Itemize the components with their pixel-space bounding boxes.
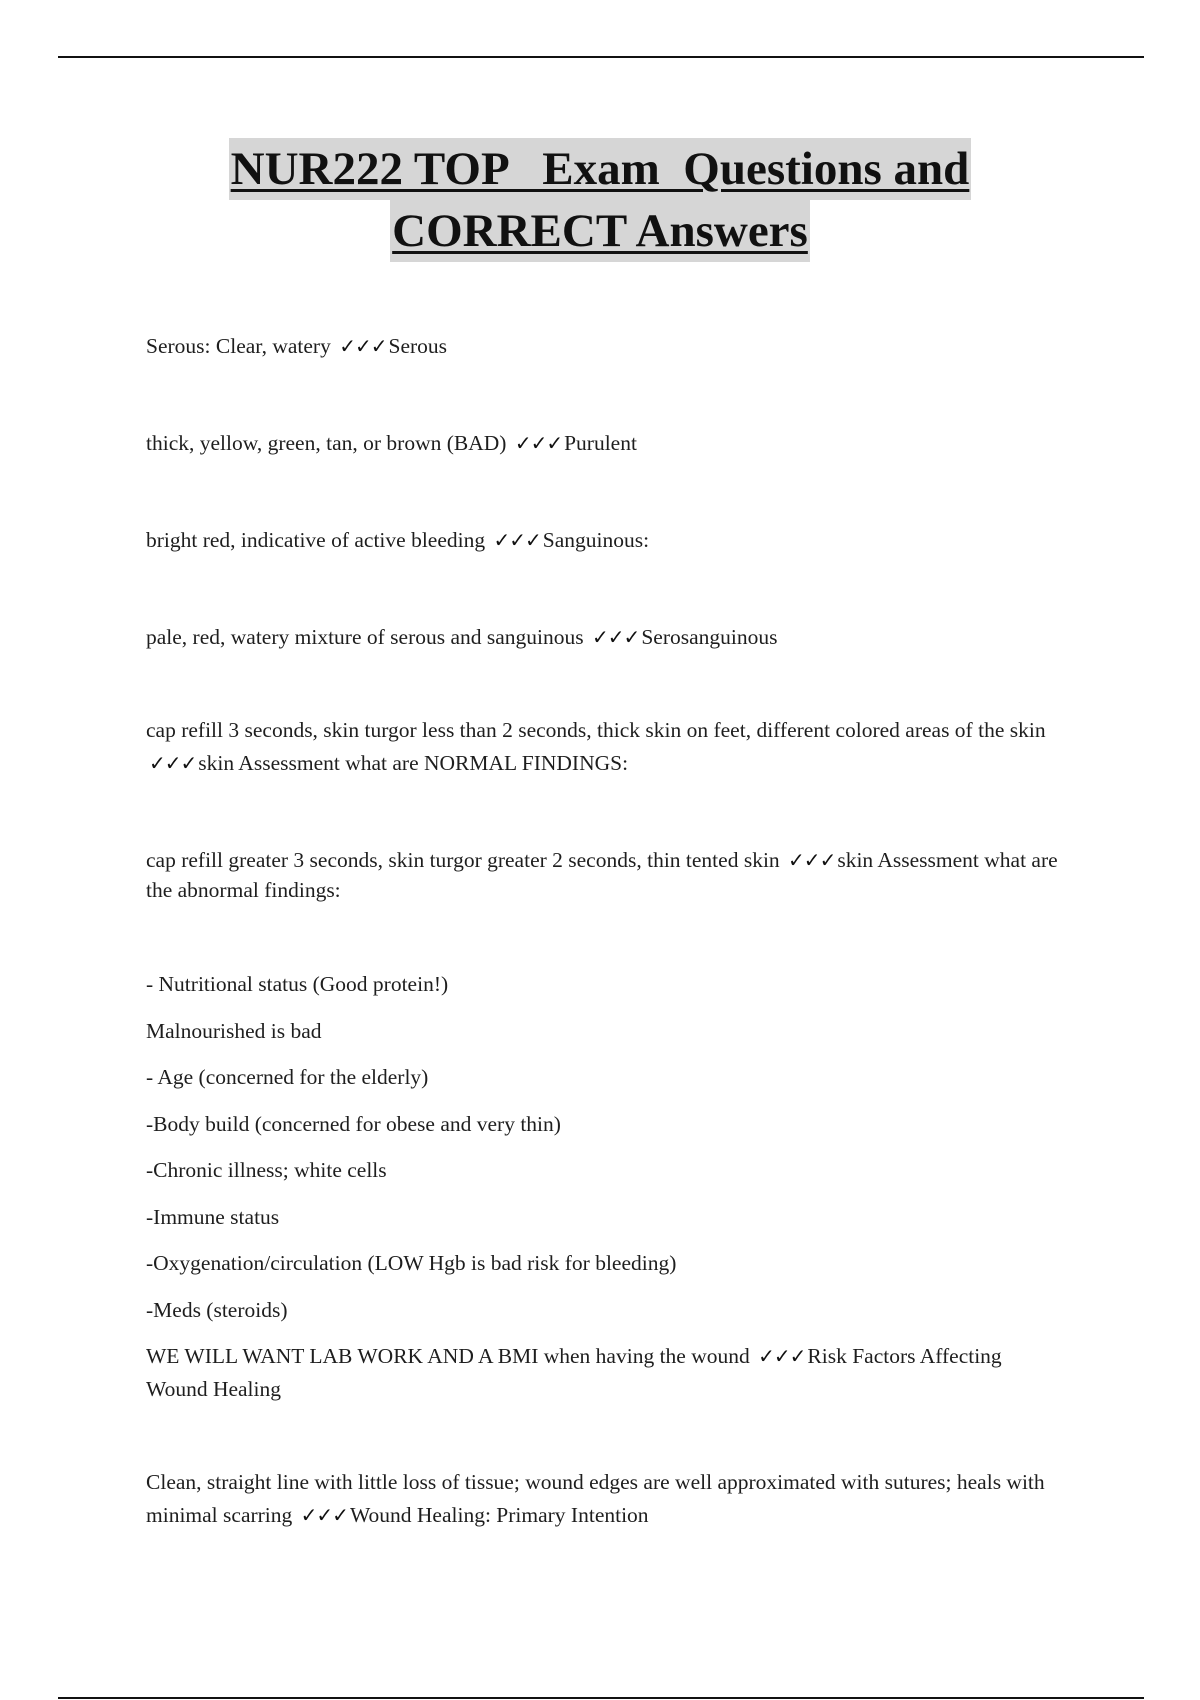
list-item: -Meds (steroids) <box>146 1297 288 1322</box>
qa-answer: Risk Factors Affecting Wound Healing <box>146 1344 1002 1401</box>
top-rule <box>58 56 1144 58</box>
qa-item-risk-factors <box>146 1340 1066 1406</box>
qa-answer: skin Assessment what are the abnormal findings: <box>146 848 1058 902</box>
qa-item-serosanguinous <box>146 621 1066 654</box>
check-mark-icon: ✓✓✓ <box>493 528 541 552</box>
qa-item-primary-intention <box>146 1466 1066 1532</box>
list-item: Malnourished is bad <box>146 1018 322 1043</box>
check-mark-icon: ✓✓✓ <box>788 848 836 872</box>
list-item: -Oxygenation/circulation (LOW Hgb is bad risk for bleeding) <box>146 1251 677 1275</box>
qa-item-purulent <box>146 427 1066 460</box>
qa-item-abnormal-findings <box>146 845 1066 905</box>
qa-answer: skin Assessment what are NORMAL FINDINGS: <box>198 751 629 775</box>
qa-question: cap refill greater 3 seconds, skin turgor greater 2 seconds, thin tented skin <box>146 848 780 872</box>
qa-question: cap refill 3 seconds, skin turgor less than 2 seconds, thick skin on feet, different colored areas of the skin <box>146 718 1046 742</box>
qa-item-serous <box>146 330 1066 363</box>
qa-item-sanguinous <box>146 524 1066 557</box>
qa-answer: Wound Healing: Primary Intention <box>349 1503 649 1527</box>
qa-question: Serous: Clear, watery <box>146 334 331 358</box>
title-line-1: NUR222 TOP Exam Questions and <box>229 138 972 200</box>
document-title <box>0 138 1200 262</box>
check-mark-icon: ✓✓✓ <box>758 1344 806 1368</box>
list-item: -Body build (concerned for obese and very thin) <box>146 1111 561 1136</box>
qa-answer: Sanguinous: <box>542 528 650 552</box>
qa-question: WE WILL WANT LAB WORK AND A BMI when having the wound <box>146 1344 750 1368</box>
risk-factor-list <box>146 968 1066 1340</box>
qa-question: thick, yellow, green, tan, or brown (BAD) <box>146 431 507 455</box>
qa-question: pale, red, watery mixture of serous and sanguinous <box>146 625 584 649</box>
list-item: -Chronic illness; white cells <box>146 1158 387 1182</box>
qa-question: bright red, indicative of active bleeding <box>146 528 486 552</box>
check-mark-icon: ✓✓✓ <box>149 751 197 775</box>
check-mark-icon: ✓✓✓ <box>339 334 387 358</box>
title-line-2: CORRECT Answers <box>390 200 810 262</box>
qa-answer: Purulent <box>564 431 637 455</box>
qa-answer: Serous <box>388 334 448 358</box>
qa-question: Clean, straight line with little loss of tissue; wound edges are well approximated with sutures; heals with minimal scarring <box>146 1470 1045 1527</box>
qa-answer: Serosanguinous <box>641 625 778 649</box>
list-item: - Age (concerned for the elderly) <box>146 1065 429 1089</box>
list-item: - Nutritional status (Good protein!) <box>146 972 449 996</box>
list-item: -Immune status <box>146 1204 280 1229</box>
bottom-rule <box>58 1697 1144 1699</box>
check-mark-icon: ✓✓✓ <box>300 1503 348 1527</box>
check-mark-icon: ✓✓✓ <box>592 625 640 649</box>
check-mark-icon: ✓✓✓ <box>514 431 563 455</box>
qa-item-normal-findings <box>146 714 1066 780</box>
